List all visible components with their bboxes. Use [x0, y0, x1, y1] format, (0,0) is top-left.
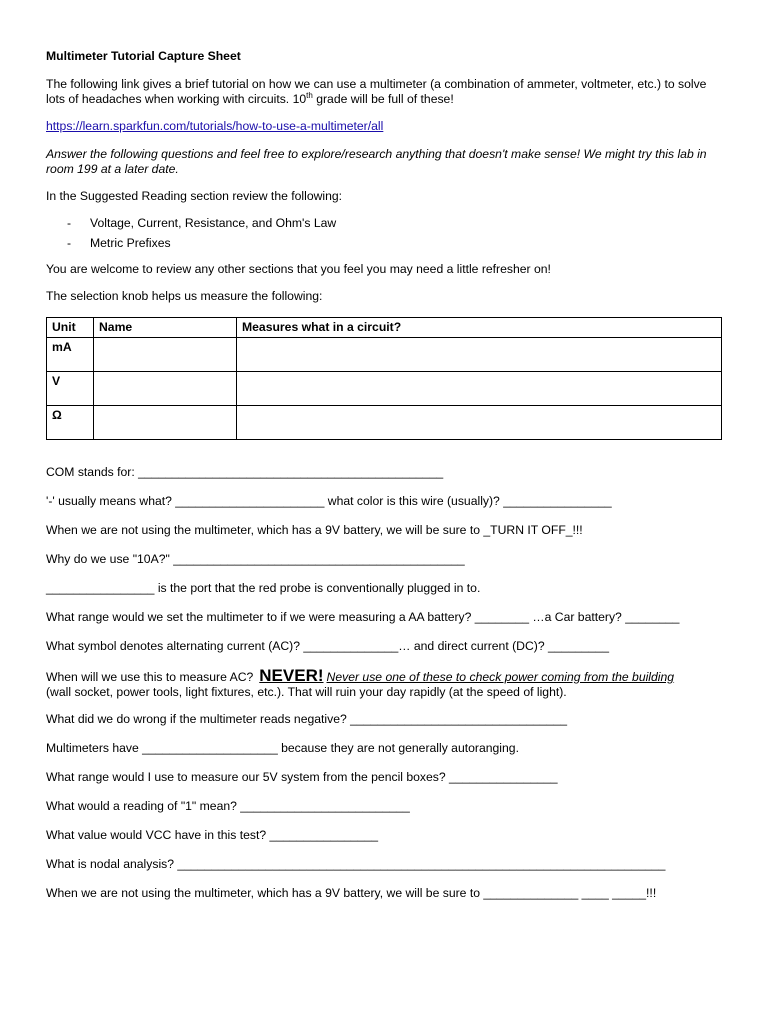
question-range-aa: What range would we set the multimeter to if we were measuring a AA battery? ________ …a Car battery? ________	[46, 610, 680, 624]
tutorial-link[interactable]: https://learn.sparkfun.com/tutorials/how-to-use-a-multimeter/all	[46, 119, 384, 133]
units-table	[46, 317, 722, 440]
reading-heading: In the Suggested Reading section review the following:	[46, 189, 343, 203]
reading-list	[46, 216, 708, 251]
reading-item: - Metric Prefixes	[46, 236, 708, 251]
intro-text: The following link gives a brief tutorial on how we can use a multimeter (a combination of ammeter, voltmeter, etc.) to solve lots of headaches when working with circuits. 10	[46, 77, 707, 106]
question-final: When we are not using the multimeter, which has a 9V battery, we will be sure to ______________ ____ _____!!!	[46, 886, 657, 900]
table-row	[47, 338, 722, 372]
welcome-text: You are welcome to review any other sections that you feel you may need a little refresher on!	[46, 262, 551, 276]
question-turn-off: When we are not using the multimeter, which has a 9V battery, we will be sure to _TURN IT OFF_!!!	[46, 523, 583, 537]
question-minus: '-' usually means what? ______________________ what color is this wire (usually)? ________________	[46, 494, 612, 508]
page-title: Multimeter Tutorial Capture Sheet	[46, 49, 241, 63]
question-nodal: What is nodal analysis? ________________________________________________________________________	[46, 857, 666, 871]
reading-item: - Voltage, Current, Resistance, and Ohm's Law	[46, 216, 708, 231]
question-have: Multimeters have ____________________ because they are not generally autoranging.	[46, 741, 519, 755]
intro-text-end: grade will be full of these!	[312, 92, 454, 106]
question-range-5v: What range would I use to measure our 5V system from the pencil boxes? ________________	[46, 770, 558, 784]
question-vcc: What value would VCC have in this test? ________________	[46, 828, 378, 842]
unit-cell: mA	[47, 338, 94, 372]
knob-intro: The selection knob helps us measure the following:	[46, 289, 323, 303]
measures-cell[interactable]	[237, 338, 722, 372]
intro-paragraph	[46, 77, 708, 107]
unit-cell: V	[47, 372, 94, 406]
question-ac	[46, 668, 708, 700]
name-cell[interactable]	[94, 338, 237, 372]
question-com: COM stands for: _____________________________________________	[46, 465, 444, 479]
question-red-probe: ________________ is the port that the red probe is conventionally plugged in to.	[46, 581, 481, 595]
measures-cell[interactable]	[237, 406, 722, 440]
question-symbol: What symbol denotes alternating current (AC)? ______________… and direct current (DC)? _________	[46, 639, 609, 653]
header-name: Name	[94, 318, 237, 338]
question-reading-one: What would a reading of "1" mean? _________________________	[46, 799, 410, 813]
italic-note: Answer the following questions and feel free to explore/research anything that doesn't make sense! We might try this lab in room 199 at a later date.	[46, 147, 707, 176]
question-10a: Why do we use "10A?" ___________________________________________	[46, 552, 465, 566]
ac-question-text: When will we use this to measure AC?	[46, 670, 254, 684]
unit-cell: Ω	[47, 406, 94, 440]
never-warning: Never use one of these to check power coming from the building	[326, 670, 675, 684]
question-negative: What did we do wrong if the multimeter reads negative? ________________________________	[46, 712, 568, 726]
name-cell[interactable]	[94, 372, 237, 406]
table-row	[47, 406, 722, 440]
table-header-row	[47, 318, 722, 338]
never-emphasis: NEVER!	[259, 666, 324, 685]
header-unit: Unit	[47, 318, 94, 338]
name-cell[interactable]	[94, 406, 237, 440]
ac-question-tail: (wall socket, power tools, light fixtures, etc.). That will ruin your day rapidly (at the speed of light).	[46, 685, 567, 699]
measures-cell[interactable]	[237, 372, 722, 406]
table-row	[47, 372, 722, 406]
header-measures: Measures what in a circuit?	[237, 318, 722, 338]
intro-superscript: th	[306, 90, 313, 100]
